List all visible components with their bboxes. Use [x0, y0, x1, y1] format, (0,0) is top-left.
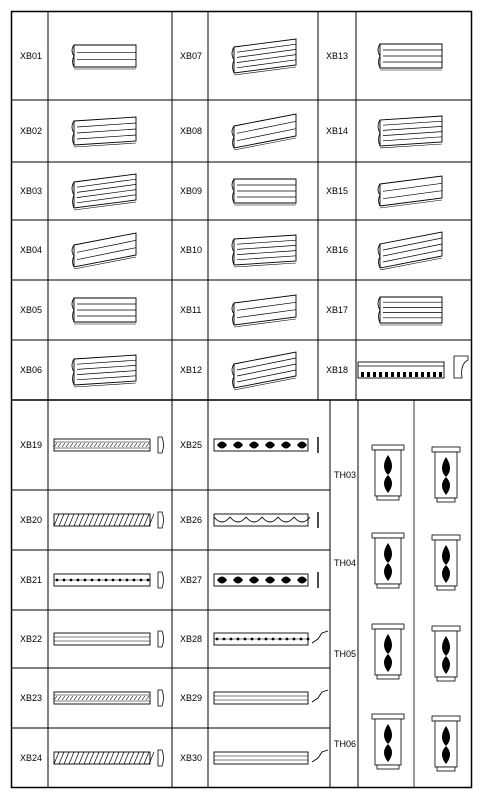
molding-drawing [378, 44, 442, 70]
bead [293, 638, 296, 641]
molding-code-label: XB04 [20, 245, 43, 255]
dentil-block [367, 372, 370, 377]
crown-profile [312, 690, 328, 702]
corbel-base [377, 584, 399, 588]
bead [223, 638, 226, 641]
strip-end-profile [158, 572, 164, 588]
dentil-block [373, 372, 376, 377]
strip-outline [214, 439, 308, 451]
dentil-block [415, 372, 418, 377]
dentil-block [379, 372, 382, 377]
corbel-cap [372, 533, 404, 538]
trim-code-label: XB19 [20, 440, 43, 450]
dentil-block [403, 372, 406, 377]
trim-strip-drawing [214, 512, 318, 528]
crown-profile [312, 631, 328, 643]
molding-outline [74, 45, 136, 67]
bead [112, 579, 115, 582]
trim-code-label: XB29 [180, 693, 203, 703]
molding-drawing [72, 174, 136, 210]
bead [244, 638, 247, 641]
corbel-base [377, 765, 399, 769]
bead [251, 638, 254, 641]
strip-outline [214, 574, 308, 586]
bead [147, 579, 150, 582]
bead [216, 638, 219, 641]
bracket-code-label: TH05 [334, 649, 357, 659]
molding-drawing [232, 179, 296, 205]
molding-outline [234, 114, 296, 148]
molding-code-label: XB16 [326, 245, 349, 255]
molding-code-label: XB07 [180, 51, 203, 61]
molding-drawing [232, 114, 296, 150]
molding-code-label: XB13 [326, 51, 349, 61]
molding-code-label: XB18 [326, 365, 349, 375]
molding-drawing [232, 235, 296, 267]
corbel-cap [432, 447, 460, 452]
bead [98, 579, 101, 582]
trim-code-label: XB24 [20, 753, 43, 763]
trim-code-label: XB23 [20, 693, 43, 703]
corbel-base [377, 675, 399, 679]
corbel-base [437, 498, 455, 502]
dentil-block [385, 372, 388, 377]
bead [126, 579, 129, 582]
molding-code-label: XB05 [20, 305, 43, 315]
bead [140, 579, 143, 582]
molding-code-label: XB12 [180, 365, 203, 375]
corbel-cap [372, 624, 404, 629]
corbel-cap [372, 714, 404, 719]
strip-end-profile [158, 750, 164, 766]
molding-code-label: XB10 [180, 245, 203, 255]
crown-profile [312, 750, 328, 762]
bead [133, 579, 136, 582]
bead [84, 579, 87, 582]
trim-code-label: XB25 [180, 440, 203, 450]
trim-code-label: XB21 [20, 575, 43, 585]
bead [237, 638, 240, 641]
strip-end-profile [158, 437, 164, 453]
molding-drawing [72, 298, 136, 324]
bead [279, 638, 282, 641]
molding-outline [380, 116, 442, 146]
molding-code-label: XB09 [180, 186, 203, 196]
molding-drawing [72, 45, 136, 69]
strip-outline [214, 514, 308, 526]
bead [63, 579, 66, 582]
trim-strip-drawing [54, 512, 164, 528]
corbel-base [377, 496, 399, 500]
bead [70, 579, 73, 582]
corbel-cap [432, 535, 460, 540]
bead [265, 638, 268, 641]
molding-code-label: XB17 [326, 305, 349, 315]
corbel-cap [432, 626, 460, 631]
corbel-cap [432, 716, 460, 721]
bead [300, 638, 303, 641]
trim-code-label: XB20 [20, 515, 43, 525]
corbel-drawing [432, 626, 460, 681]
bead [307, 638, 310, 641]
bead [77, 579, 80, 582]
molding-drawing [72, 355, 136, 387]
bead [286, 638, 289, 641]
molding-code-label: XB01 [20, 51, 43, 61]
trim-code-label: XB26 [180, 515, 203, 525]
molding-drawing [72, 233, 136, 269]
corbel-drawing [432, 447, 460, 502]
dentil-block [391, 372, 394, 377]
bead [91, 579, 94, 582]
bead [119, 579, 122, 582]
trim-strip-drawing [214, 750, 328, 764]
corbel-drawing [432, 535, 460, 590]
molding-outline [234, 235, 296, 265]
dentil-block [433, 372, 436, 377]
bead [230, 638, 233, 641]
molding-outline [380, 297, 442, 323]
corbel-drawing [432, 716, 460, 771]
bead [272, 638, 275, 641]
dentil-block [439, 372, 442, 377]
molding-code-label: XB06 [20, 365, 43, 375]
corbel-base [437, 586, 455, 590]
molding-drawing [232, 39, 296, 75]
molding-code-label: XB14 [326, 126, 349, 136]
dentil-block [361, 372, 364, 377]
trim-strip-drawing [214, 572, 318, 588]
corbel-base [437, 767, 455, 771]
trim-code-label: XB22 [20, 634, 43, 644]
molding-drawing [232, 352, 296, 390]
cornice-profile [454, 356, 468, 378]
trim-strip-drawing [214, 631, 328, 645]
bead [258, 638, 261, 641]
corbel-base [437, 677, 455, 681]
trim-strip-drawing [214, 690, 328, 704]
molding-drawing [378, 297, 442, 325]
strip-outline [214, 752, 308, 764]
corbel-drawing [372, 624, 404, 679]
trim-strip-drawing [54, 437, 164, 453]
molding-drawing [378, 176, 442, 208]
trim-strip-drawing [54, 750, 164, 766]
strip-outline [54, 633, 150, 645]
bead [56, 579, 59, 582]
corbel-drawing [372, 533, 404, 588]
strip-end-profile [158, 690, 164, 706]
trim-strip-drawing [54, 572, 164, 588]
cornice-body [358, 362, 444, 378]
dentil-block [427, 372, 430, 377]
molding-outline [74, 233, 136, 267]
molding-code-label: XB08 [180, 126, 203, 136]
molding-code-label: XB11 [180, 305, 202, 315]
strip-outline [214, 692, 308, 704]
bracket-code-label: TH06 [334, 739, 357, 749]
strip-end-profile [158, 512, 164, 528]
corbel-drawing [372, 714, 404, 769]
molding-outline [74, 355, 136, 385]
dentil-block [421, 372, 424, 377]
molding-code-label: XB15 [326, 186, 349, 196]
trim-strip-drawing [214, 437, 318, 453]
molding-drawing [378, 232, 442, 270]
corbel-cap [372, 445, 404, 450]
corbel-drawing [372, 445, 404, 500]
trim-strip-drawing [54, 631, 164, 647]
dentil-cornice-drawing [358, 356, 468, 378]
dentil-block [397, 372, 400, 377]
molding-code-label: XB02 [20, 126, 43, 136]
trim-code-label: XB27 [180, 575, 203, 585]
trim-strip-drawing [54, 690, 164, 706]
bracket-code-label: TH03 [334, 470, 357, 480]
bracket-code-label: TH04 [334, 558, 357, 568]
molding-drawing [378, 116, 442, 148]
trim-code-label: XB28 [180, 634, 203, 644]
dentil-block [409, 372, 412, 377]
molding-code-label: XB03 [20, 186, 43, 196]
molding-drawing [232, 295, 296, 327]
molding-drawing [72, 117, 136, 147]
bead [105, 579, 108, 582]
strip-end-profile [158, 631, 164, 647]
trim-code-label: XB30 [180, 753, 203, 763]
